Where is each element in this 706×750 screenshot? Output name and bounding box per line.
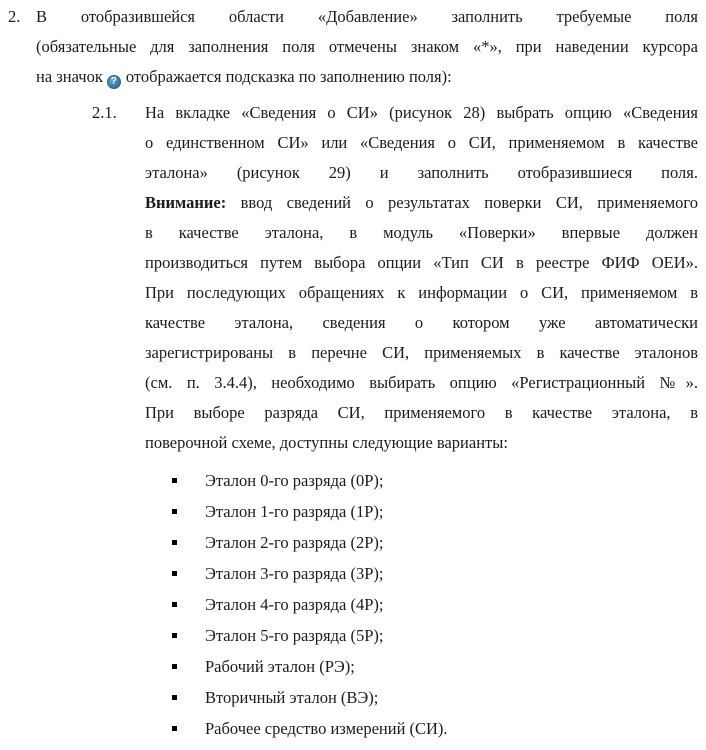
- text-line: [145, 308, 698, 338]
- bullet-item: [205, 497, 698, 527]
- text-segment: качестве эталона, сведения о котором уже автоматически: [145, 313, 698, 332]
- bullet-square-icon: [172, 664, 177, 669]
- attention-label: Внимание:: [145, 193, 227, 212]
- list-item-2-1: [92, 98, 698, 458]
- bullet-square-icon: [172, 633, 177, 638]
- text-segment: ввод сведений о результатах поверки СИ, применяемого: [226, 193, 698, 212]
- text-line: [145, 188, 698, 218]
- bullet-item-label: Эталон 0-го разряда (0Р);: [205, 471, 384, 490]
- text-line: [145, 218, 698, 248]
- bullet-item: [205, 683, 698, 713]
- bullet-square-icon: [172, 540, 177, 545]
- bullet-square-icon: [172, 509, 177, 514]
- text-line: [145, 428, 698, 458]
- text-segment: производиться путем выбора опции «Тип СИ в реестре ФИФ ОЕИ».: [145, 253, 698, 272]
- text-line: (обязательные для заполнения поля отмечены знаком «*», при наведении курсора: [36, 37, 698, 56]
- help-icon: ?: [107, 75, 121, 89]
- list-item-2-number: 2.: [8, 7, 21, 26]
- bullet-item: [205, 714, 698, 744]
- bullet-square-icon: [172, 726, 177, 731]
- bullet-item-label: Эталон 2-го разряда (2Р);: [205, 533, 384, 552]
- text-line: [145, 158, 698, 188]
- text-segment: зарегистрированы в перечне СИ, применяемых в качестве эталонов: [145, 343, 698, 362]
- bullet-item: [205, 559, 698, 589]
- text-line: [145, 398, 698, 428]
- bullet-item-label: Рабочее средство измерений (СИ).: [205, 719, 448, 738]
- list-item-2-1-number: 2.1.: [92, 103, 117, 122]
- bullet-square-icon: [172, 478, 177, 483]
- text-segment: При выборе разряда СИ, применяемого в качестве эталона, в: [145, 403, 698, 422]
- bullet-item: [205, 621, 698, 651]
- text-segment: (см. п. 3.4.4), необходимо выбирать опцию «Регистрационный №».: [145, 373, 698, 392]
- text-line: [36, 62, 698, 92]
- bullet-square-icon: [172, 695, 177, 700]
- text-segment: о единственном СИ» или «Сведения о СИ, применяемом в качестве: [145, 133, 698, 152]
- text-line: В отобразившейся области «Добавление» заполнить требуемые поля: [36, 7, 698, 26]
- bullet-item-label: Эталон 1-го разряда (1Р);: [205, 502, 384, 521]
- text-line: [145, 338, 698, 368]
- text-line: [145, 248, 698, 278]
- bullet-square-icon: [172, 571, 177, 576]
- text-segment: поверочной схеме, доступны следующие варианты:: [145, 433, 508, 452]
- bullet-item-label: Эталон 3-го разряда (3Р);: [205, 564, 384, 583]
- bullet-item-label: Рабочий эталон (РЭ);: [205, 657, 355, 676]
- bullet-item: [205, 652, 698, 682]
- bullet-list: [205, 466, 698, 744]
- paragraph-2-1-lines: [145, 98, 698, 458]
- bullet-item-label: Эталон 5-го разряда (5Р);: [205, 626, 384, 645]
- text-segment: на значок: [36, 67, 103, 86]
- bullet-item: [205, 466, 698, 496]
- text-segment: На вкладке «Сведения о СИ» (рисунок 28) выбрать опцию «Сведения: [145, 103, 698, 122]
- bullet-item-label: Эталон 4-го разряда (4Р);: [205, 595, 384, 614]
- bullet-item: [205, 590, 698, 620]
- text-segment: в качестве эталона, в модуль «Поверки» впервые должен: [145, 223, 698, 242]
- bullet-item: [205, 528, 698, 558]
- text-line: [145, 278, 698, 308]
- text-segment: отображается подсказка по заполнению поля):: [125, 67, 452, 86]
- text-line: [145, 98, 698, 128]
- text-segment: При последующих обращениях к информации о СИ, применяемом в: [145, 283, 698, 302]
- text-segment: эталона» (рисунок 29) и заполнить отобразившиеся поля.: [145, 163, 698, 182]
- text-line: [145, 128, 698, 158]
- text-line: [145, 368, 698, 398]
- bullet-item-label: Вторичный эталон (ВЭ);: [205, 688, 379, 707]
- list-item-2: [8, 2, 698, 92]
- bullet-square-icon: [172, 602, 177, 607]
